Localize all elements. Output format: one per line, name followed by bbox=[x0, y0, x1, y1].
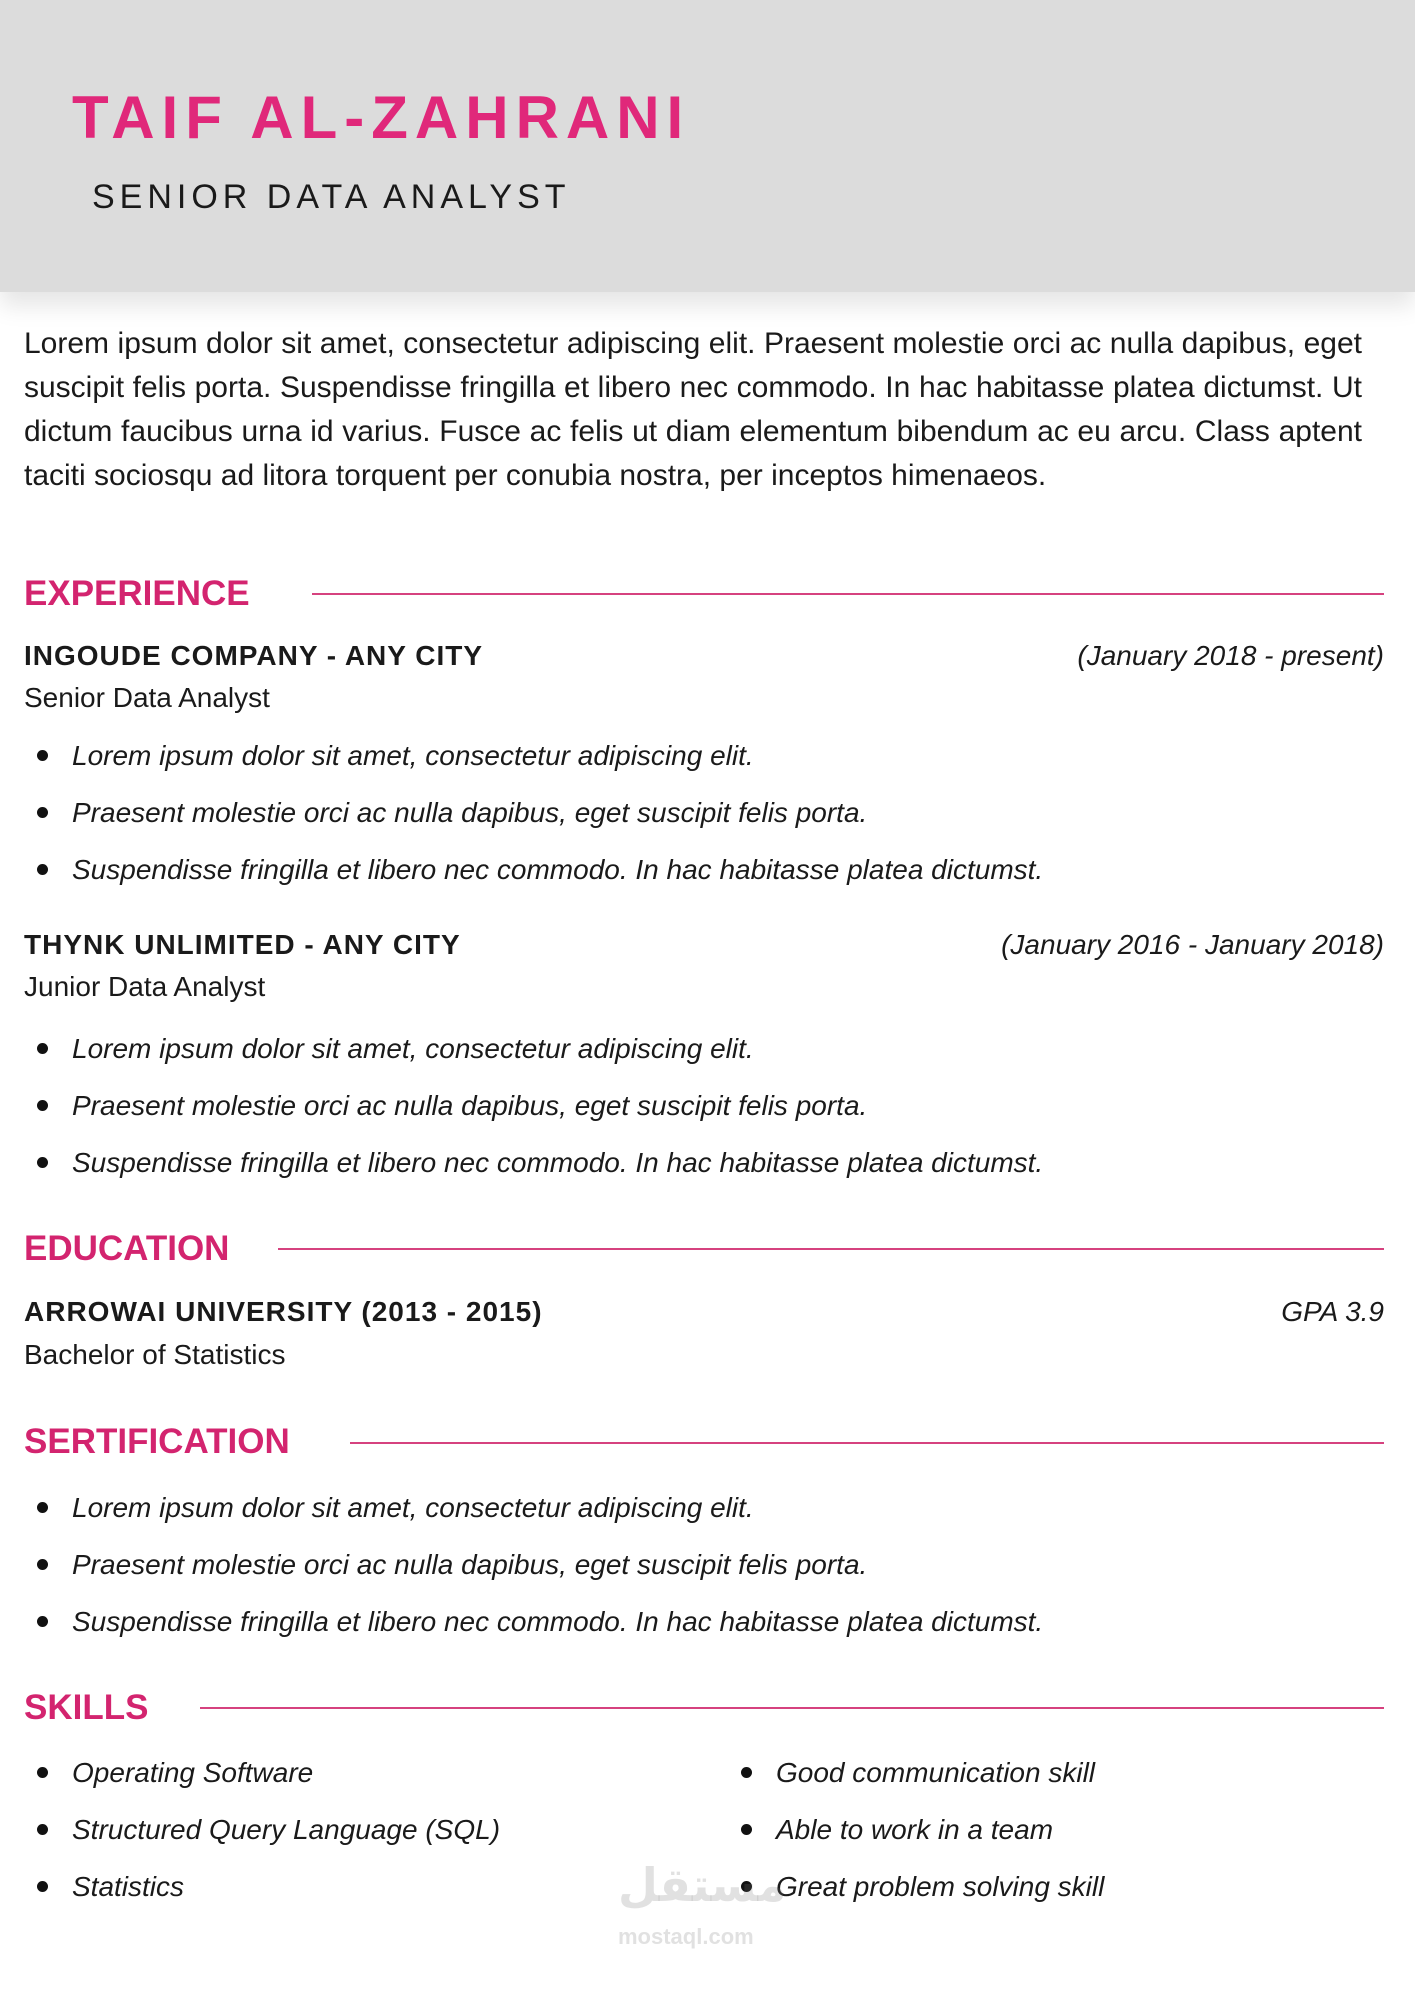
list-item: Praesent molestie orci ac nulla dapibus, eget suscipit felis porta. bbox=[0, 1089, 1043, 1146]
job-2-role: Junior Data Analyst bbox=[24, 971, 266, 1002]
education-heading: EDUCATION bbox=[24, 1229, 230, 1268]
list-item: Suspendisse fringilla et libero nec commodo. In hac habitasse platea dictumst. bbox=[0, 1605, 1043, 1662]
candidate-name: TAIF AL-ZAHRANI bbox=[72, 84, 691, 151]
certification-heading: SERTIFICATION bbox=[24, 1422, 290, 1461]
list-item: Good communication skill bbox=[704, 1756, 1104, 1813]
watermark-url: mostaql.com bbox=[618, 1924, 754, 1949]
job-2-bullets bbox=[0, 1032, 1043, 1203]
bullet-icon bbox=[37, 1616, 48, 1627]
education-degree: Bachelor of Statistics bbox=[24, 1339, 286, 1370]
job-2-dates: (January 2016 - January 2018) bbox=[1001, 929, 1384, 960]
skills-left-list bbox=[0, 1756, 500, 1927]
job-1-dates: (January 2018 - present) bbox=[1077, 640, 1384, 671]
list-item: Lorem ipsum dolor sit amet, consectetur adipiscing elit. bbox=[0, 1032, 1043, 1089]
certification-bullets bbox=[0, 1491, 1043, 1662]
bullet-icon bbox=[37, 864, 48, 875]
bullet-icon bbox=[37, 750, 48, 761]
job-2-company: THYNK UNLIMITED - ANY CITY bbox=[24, 929, 461, 960]
list-item: Lorem ipsum dolor sit amet, consectetur adipiscing elit. bbox=[0, 739, 1043, 796]
bullet-icon bbox=[741, 1824, 752, 1835]
bullet-icon bbox=[37, 1100, 48, 1111]
bullet-icon bbox=[37, 1502, 48, 1513]
watermark-logo: مستقل bbox=[618, 1858, 787, 1912]
bullet-icon bbox=[37, 1157, 48, 1168]
list-item: Praesent molestie orci ac nulla dapibus, eget suscipit felis porta. bbox=[0, 796, 1043, 853]
list-item: Operating Software bbox=[0, 1756, 500, 1813]
profile-summary: Lorem ipsum dolor sit amet, consectetur adipiscing elit. Praesent molestie orci ac nulla dapibus, eget suscipit felis porta. Suspendisse fringilla et libero nec commodo. In hac habitasse platea dictumst. Ut dictum faucibus urna id varius. Fusce ac felis ut diam elementum bibendum ac eu arcu. Class aptent taciti sociosqu ad litora torquent per conubia nostra, per inceptos himenaeos. bbox=[24, 327, 1362, 492]
list-item: Able to work in a team bbox=[704, 1813, 1104, 1870]
bullet-icon bbox=[37, 1043, 48, 1054]
resume-header bbox=[0, 0, 1415, 292]
education-divider bbox=[278, 1248, 1384, 1250]
bullet-icon bbox=[741, 1767, 752, 1778]
bullet-icon bbox=[37, 1559, 48, 1570]
list-item: Suspendisse fringilla et libero nec commodo. In hac habitasse platea dictumst. bbox=[0, 853, 1043, 910]
list-item: Suspendisse fringilla et libero nec commodo. In hac habitasse platea dictumst. bbox=[0, 1146, 1043, 1203]
bullet-icon bbox=[37, 1881, 48, 1892]
experience-heading: EXPERIENCE bbox=[24, 574, 250, 613]
experience-divider bbox=[312, 593, 1384, 595]
list-item: Praesent molestie orci ac nulla dapibus, eget suscipit felis porta. bbox=[0, 1548, 1043, 1605]
candidate-title: SENIOR DATA ANALYST bbox=[92, 178, 571, 216]
certification-divider bbox=[350, 1442, 1384, 1444]
list-item: Statistics bbox=[0, 1870, 500, 1927]
job-1-company: INGOUDE COMPANY - ANY CITY bbox=[24, 640, 484, 671]
education-gpa: GPA 3.9 bbox=[1281, 1296, 1384, 1327]
bullet-icon bbox=[37, 1824, 48, 1835]
job-1-role: Senior Data Analyst bbox=[24, 682, 270, 713]
bullet-icon bbox=[37, 1767, 48, 1778]
list-item: Great problem solving skill bbox=[704, 1870, 1104, 1927]
skills-divider bbox=[200, 1707, 1384, 1709]
list-item: Lorem ipsum dolor sit amet, consectetur adipiscing elit. bbox=[0, 1491, 1043, 1548]
job-1-bullets bbox=[0, 739, 1043, 910]
skills-heading: SKILLS bbox=[24, 1688, 149, 1727]
education-school: ARROWAI UNIVERSITY (2013 - 2015) bbox=[24, 1296, 543, 1327]
bullet-icon bbox=[37, 807, 48, 818]
list-item: Structured Query Language (SQL) bbox=[0, 1813, 500, 1870]
